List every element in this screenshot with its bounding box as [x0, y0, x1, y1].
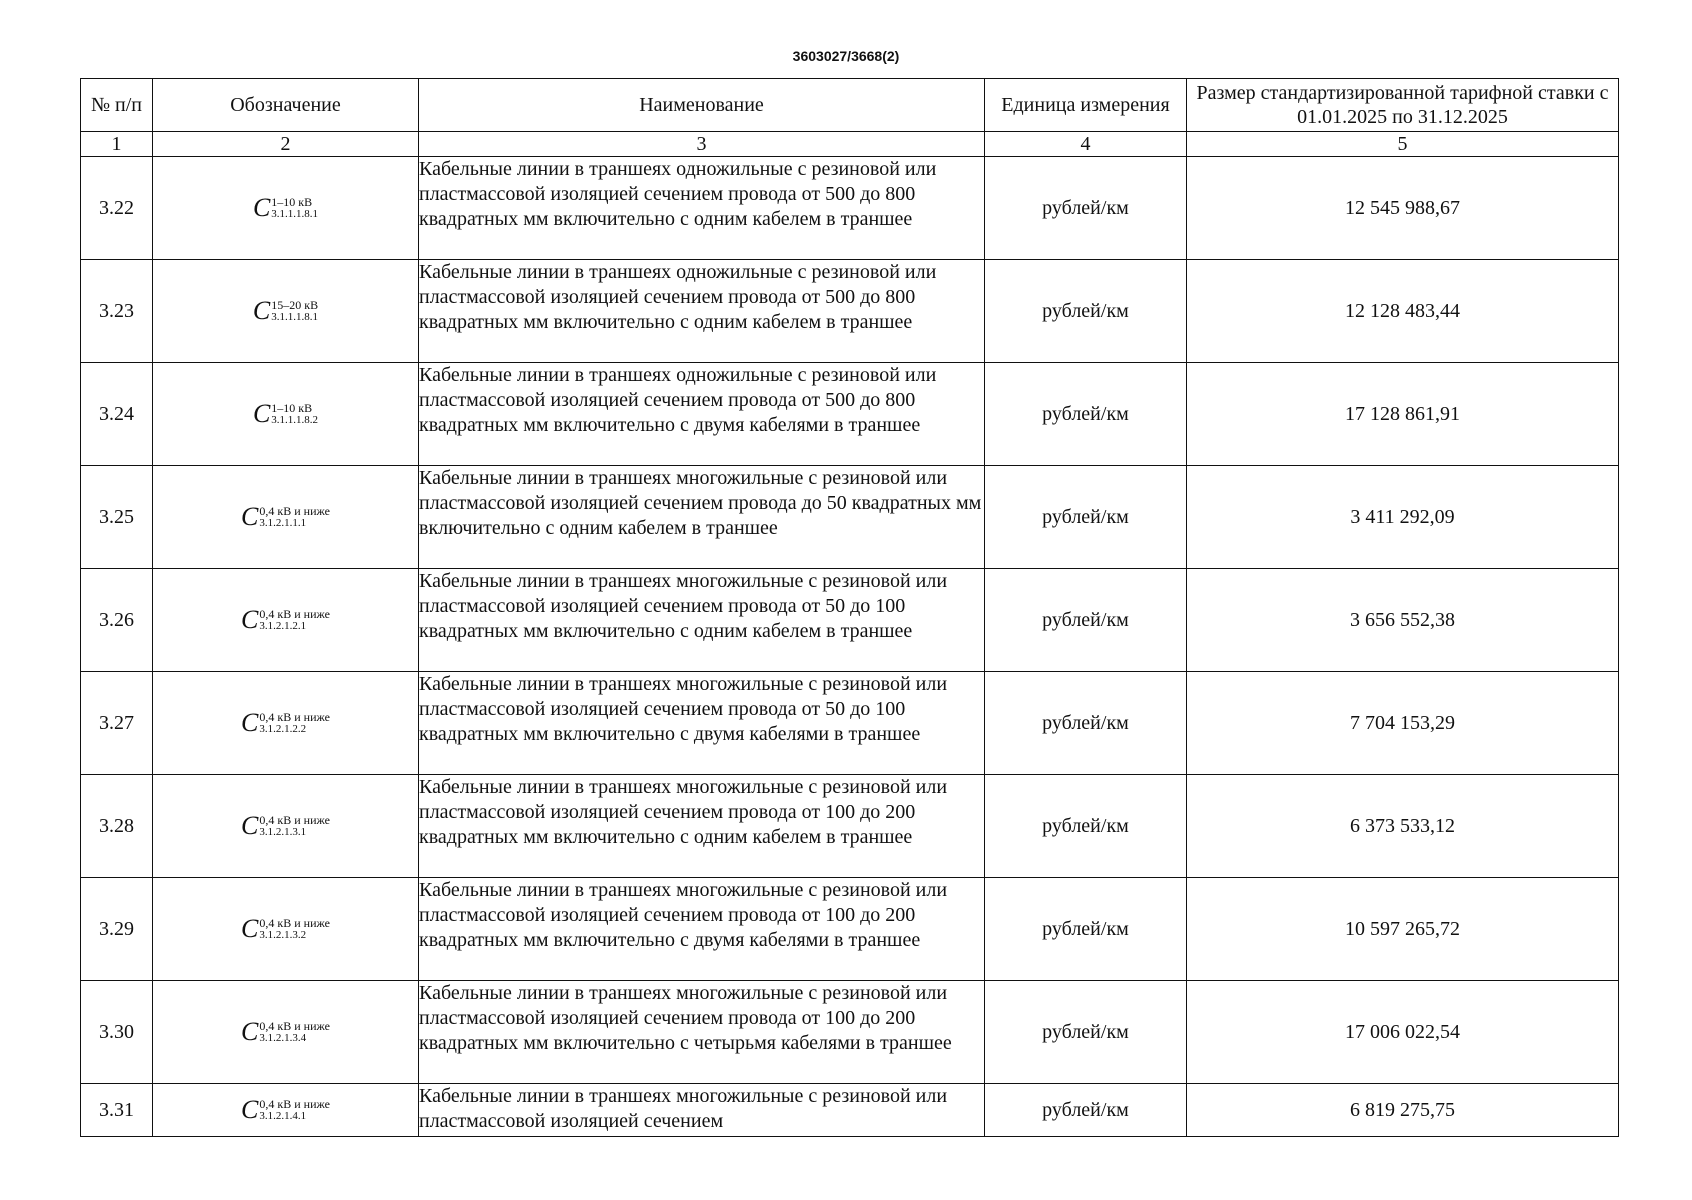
- symbol-base: C: [241, 913, 259, 943]
- tariff-symbol: [241, 1016, 330, 1046]
- symbol-base: C: [252, 295, 271, 325]
- table-row: [81, 878, 1619, 981]
- tariff-symbol: [241, 913, 330, 943]
- symbol-superscript: 0,4 кВ и ниже: [259, 812, 330, 827]
- symbol-subscript: 3.1.2.1.3.4: [259, 1031, 307, 1044]
- symbol-subscript: 3.1.2.1.4.1: [259, 1109, 307, 1122]
- tariff-symbol: [252, 295, 319, 325]
- table-row: [81, 157, 1619, 260]
- row-value: 17 006 022,54: [1187, 981, 1619, 1084]
- symbol-subscript: 3.1.1.1.8.2: [271, 413, 319, 426]
- column-number: 2: [153, 132, 419, 157]
- row-value: 6 373 533,12: [1187, 775, 1619, 878]
- table-body: [81, 157, 1619, 1137]
- row-name: Кабельные линии в траншеях одножильные с резиновой или пластмассовой изоляцией сечением провода от 500 до 800 квадратных мм включительно с двумя кабелями в траншее: [419, 363, 985, 466]
- row-code: [153, 878, 419, 981]
- tariff-symbol: [241, 707, 330, 737]
- row-code: [153, 1084, 419, 1137]
- table-row: [81, 363, 1619, 466]
- column-number: 5: [1187, 132, 1619, 157]
- tariff-symbol: [252, 398, 319, 428]
- symbol-base: C: [241, 707, 259, 737]
- row-name: Кабельные линии в траншеях многожильные с резиновой или пластмассовой изоляцией сечением провода от 100 до 200 квадратных мм включительно с четырьмя кабелями в траншее: [419, 981, 985, 1084]
- row-value: 7 704 153,29: [1187, 672, 1619, 775]
- row-number: 3.23: [81, 260, 153, 363]
- row-name: Кабельные линии в траншеях многожильные с резиновой или пластмассовой изоляцией сечением провода от 100 до 200 квадратных мм включительно с двумя кабелями в траншее: [419, 878, 985, 981]
- row-unit: рублей/км: [985, 157, 1187, 260]
- row-name: Кабельные линии в траншеях многожильные с резиновой или пластмассовой изоляцией сечением провода от 100 до 200 квадратных мм включительно с одним кабелем в траншее: [419, 775, 985, 878]
- row-unit: рублей/км: [985, 1084, 1187, 1137]
- row-code: [153, 981, 419, 1084]
- table-row: [81, 466, 1619, 569]
- symbol-superscript: 1–10 кВ: [271, 194, 313, 209]
- header-rate: Размер стандартизированной тарифной ставки с 01.01.2025 по 31.12.2025: [1187, 79, 1619, 132]
- row-value: 3 656 552,38: [1187, 569, 1619, 672]
- row-code: [153, 363, 419, 466]
- row-unit: рублей/км: [985, 878, 1187, 981]
- column-number: 4: [985, 132, 1187, 157]
- symbol-superscript: 0,4 кВ и ниже: [259, 1096, 330, 1111]
- row-code: [153, 569, 419, 672]
- row-name: Кабельные линии в траншеях многожильные с резиновой или пластмассовой изоляцией сечением: [419, 1084, 985, 1137]
- symbol-subscript: 3.1.2.1.2.1: [259, 619, 307, 632]
- row-unit: рублей/км: [985, 775, 1187, 878]
- row-number: 3.22: [81, 157, 153, 260]
- table-row: [81, 260, 1619, 363]
- row-unit: рублей/км: [985, 363, 1187, 466]
- row-number: 3.24: [81, 363, 153, 466]
- row-name: Кабельные линии в траншеях многожильные с резиновой или пластмассовой изоляцией сечением провода от 50 до 100 квадратных мм включительно с двумя кабелями в траншее: [419, 672, 985, 775]
- document-number: 3603027/3668(2): [792, 48, 900, 64]
- row-unit: рублей/км: [985, 569, 1187, 672]
- row-number: 3.30: [81, 981, 153, 1084]
- column-number: 3: [419, 132, 985, 157]
- row-value: 12 545 988,67: [1187, 157, 1619, 260]
- symbol-subscript: 3.1.2.1.1.1: [259, 516, 307, 529]
- tariff-table: [80, 78, 1619, 1137]
- table-row: [81, 569, 1619, 672]
- row-number: 3.31: [81, 1084, 153, 1137]
- row-name: Кабельные линии в траншеях многожильные с резиновой или пластмассовой изоляцией сечением провода до 50 квадратных мм включительно с одним кабелем в траншее: [419, 466, 985, 569]
- symbol-superscript: 1–10 кВ: [271, 400, 313, 415]
- row-unit: рублей/км: [985, 260, 1187, 363]
- tariff-symbol: [241, 604, 330, 634]
- row-number: 3.28: [81, 775, 153, 878]
- row-number: 3.26: [81, 569, 153, 672]
- row-number: 3.27: [81, 672, 153, 775]
- symbol-subscript: 3.1.2.1.3.1: [259, 825, 307, 838]
- row-unit: рублей/км: [985, 981, 1187, 1084]
- row-unit: рублей/км: [985, 672, 1187, 775]
- symbol-superscript: 0,4 кВ и ниже: [259, 709, 330, 724]
- row-value: 3 411 292,09: [1187, 466, 1619, 569]
- header-num: № п/п: [81, 79, 153, 132]
- symbol-superscript: 0,4 кВ и ниже: [259, 606, 330, 621]
- tariff-symbol: [252, 192, 319, 222]
- symbol-base: C: [252, 192, 271, 222]
- tariff-symbol: [241, 810, 330, 840]
- row-value: 12 128 483,44: [1187, 260, 1619, 363]
- symbol-base: C: [252, 398, 271, 428]
- table-row: [81, 981, 1619, 1084]
- header-code: Обозначение: [153, 79, 419, 132]
- row-name: Кабельные линии в траншеях одножильные с резиновой или пластмассовой изоляцией сечением провода от 500 до 800 квадратных мм включительно с одним кабелем в траншее: [419, 157, 985, 260]
- symbol-superscript: 0,4 кВ и ниже: [259, 1018, 330, 1033]
- symbol-subscript: 3.1.1.1.8.1: [271, 310, 318, 323]
- row-code: [153, 466, 419, 569]
- table-row: [81, 1084, 1619, 1137]
- row-code: [153, 157, 419, 260]
- symbol-superscript: 15–20 кВ: [271, 297, 319, 312]
- symbol-base: C: [241, 501, 259, 531]
- row-value: 6 819 275,75: [1187, 1084, 1619, 1137]
- row-code: [153, 260, 419, 363]
- column-number: 1: [81, 132, 153, 157]
- header-name: Наименование: [419, 79, 985, 132]
- table-row: [81, 672, 1619, 775]
- row-name: Кабельные линии в траншеях одножильные с резиновой или пластмассовой изоляцией сечением провода от 500 до 800 квадратных мм включительно с одним кабелем в траншее: [419, 260, 985, 363]
- tariff-symbol: [241, 1094, 330, 1124]
- table-row: [81, 775, 1619, 878]
- symbol-base: C: [241, 604, 259, 634]
- row-code: [153, 775, 419, 878]
- symbol-subscript: 3.1.1.1.8.1: [271, 207, 319, 220]
- row-unit: рублей/км: [985, 466, 1187, 569]
- symbol-base: C: [241, 1016, 259, 1046]
- symbol-subscript: 3.1.2.1.3.2: [259, 928, 307, 941]
- row-value: 10 597 265,72: [1187, 878, 1619, 981]
- row-code: [153, 672, 419, 775]
- column-number-row: [81, 132, 1619, 157]
- row-value: 17 128 861,91: [1187, 363, 1619, 466]
- symbol-superscript: 0,4 кВ и ниже: [259, 915, 330, 930]
- header-row: [81, 79, 1619, 132]
- symbol-superscript: 0,4 кВ и ниже: [259, 503, 330, 518]
- symbol-subscript: 3.1.2.1.2.2: [259, 722, 307, 735]
- symbol-base: C: [241, 810, 259, 840]
- row-number: 3.29: [81, 878, 153, 981]
- symbol-base: C: [241, 1094, 259, 1124]
- tariff-symbol: [241, 501, 330, 531]
- row-name: Кабельные линии в траншеях многожильные с резиновой или пластмассовой изоляцией сечением провода от 50 до 100 квадратных мм включительно с одним кабелем в траншее: [419, 569, 985, 672]
- header-unit: Единица измерения: [985, 79, 1187, 132]
- row-number: 3.25: [81, 466, 153, 569]
